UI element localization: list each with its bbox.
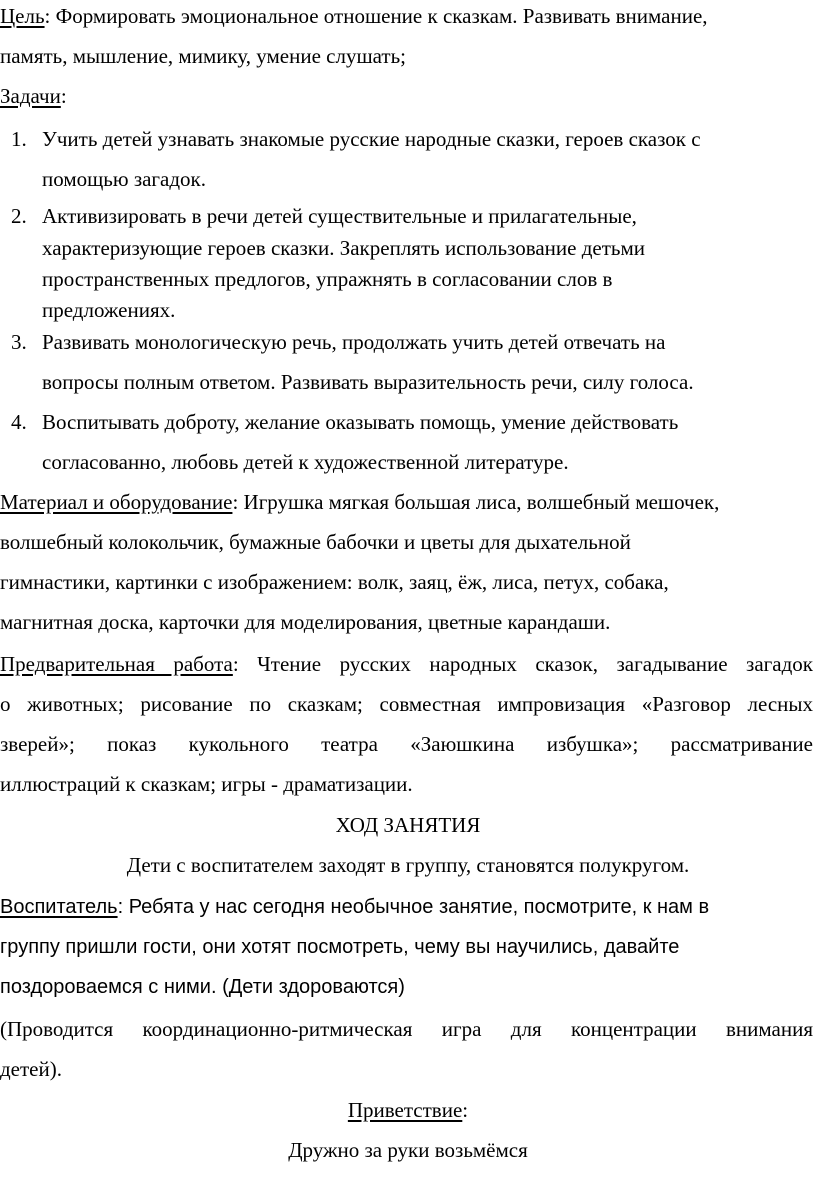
task-2-line-2: характеризующие героев сказки. Закреплять использование детьми: [42, 236, 646, 260]
task-4-line-2: согласованно, любовь детей к художественной литературе.: [42, 450, 569, 474]
preliminary-text-1: : Чтение русских народных сказок, загадывание загадок: [232, 652, 813, 676]
materials-text-1: : Игрушка мягкая большая лиса, волшебный мешочек,: [232, 490, 720, 514]
goal-line-2: память, мышление, мимику, умение слушать;: [0, 44, 407, 68]
task-1-line-1: Учить детей узнавать знакомые русские народные сказки, героев сказок с: [42, 127, 701, 151]
preliminary-line-2: о животных; рисование по сказкам; совместная импровизация «Разговор лесных: [0, 692, 813, 716]
preliminary-line-3: зверей»; показ кукольного театра «Заюшкина избушка»; рассматривание: [0, 732, 813, 756]
goal-line-1: [0, 4, 708, 28]
materials-line-3: гимнастики, картинки с изображением: волк, заяц, ёж, лиса, петух, собака,: [0, 570, 669, 594]
task-4-number: 4.: [11, 410, 27, 434]
task-2-line-4: предложениях.: [42, 298, 176, 322]
greeting-colon: :: [462, 1098, 469, 1122]
materials-line-1: [0, 490, 719, 514]
intro-text: Дети с воспитателем заходят в группу, становятся полукругом.: [126, 853, 690, 877]
task-2-line-3: пространственных предлогов, упражнять в согласовании слов в: [42, 267, 613, 291]
teacher-line-3: поздороваемся с ними. (Дети здороваются): [0, 976, 405, 998]
goal-text-1: : Формировать эмоциональное отношение к сказкам. Развивать внимание,: [44, 4, 708, 28]
task-2-number: 2.: [11, 204, 27, 228]
materials-label: Материал и оборудование: [0, 490, 233, 514]
teacher-text-1: : Ребята у нас сегодня необычное занятие, посмотрите, к нам в: [117, 896, 710, 918]
preliminary-line-1: [0, 652, 813, 676]
section-title: ХОД ЗАНЯТИЯ: [335, 813, 481, 837]
teacher-line-1: [0, 895, 709, 919]
teacher-line-2: группу пришли гости, они хотят посмотреть, чему вы научились, давайте: [0, 936, 680, 958]
tasks-colon: :: [60, 84, 67, 108]
task-4-line-1: Воспитывать доброту, желание оказывать помощь, умение действовать: [42, 410, 679, 434]
task-1-line-2: помощью загадок.: [42, 167, 207, 191]
materials-line-4: магнитная доска, карточки для моделирования, цветные карандаши.: [0, 610, 611, 634]
greeting-label: Приветствие: [347, 1098, 463, 1122]
game-note-line-2: детей).: [0, 1057, 62, 1081]
tasks-label: Задачи: [0, 84, 61, 108]
tasks-heading: [0, 84, 67, 108]
preliminary-label: Предварительная работа: [0, 652, 233, 676]
task-3-number: 3.: [11, 330, 27, 354]
task-2-line-1: Активизировать в речи детей существительные и прилагательные,: [42, 204, 637, 228]
task-1-number: 1.: [11, 127, 27, 151]
greeting-heading: [0, 1098, 816, 1122]
task-3-line-1: Развивать монологическую речь, продолжать учить детей отвечать на: [42, 330, 666, 354]
goal-label: Цель: [0, 4, 45, 28]
preliminary-line-4: иллюстраций к сказкам; игры - драматизации.: [0, 772, 413, 796]
task-3-line-2: вопросы полным ответом. Развивать выразительность речи, силу голоса.: [42, 370, 694, 394]
teacher-label: Воспитатель: [0, 896, 118, 918]
game-note-line-1: (Проводится координационно-ритмическая игра для концентрации внимания: [0, 1017, 813, 1041]
poem-line: Дружно за руки возьмёмся: [288, 1138, 528, 1162]
materials-line-2: волшебный колокольчик, бумажные бабочки и цветы для дыхательной: [0, 530, 631, 554]
